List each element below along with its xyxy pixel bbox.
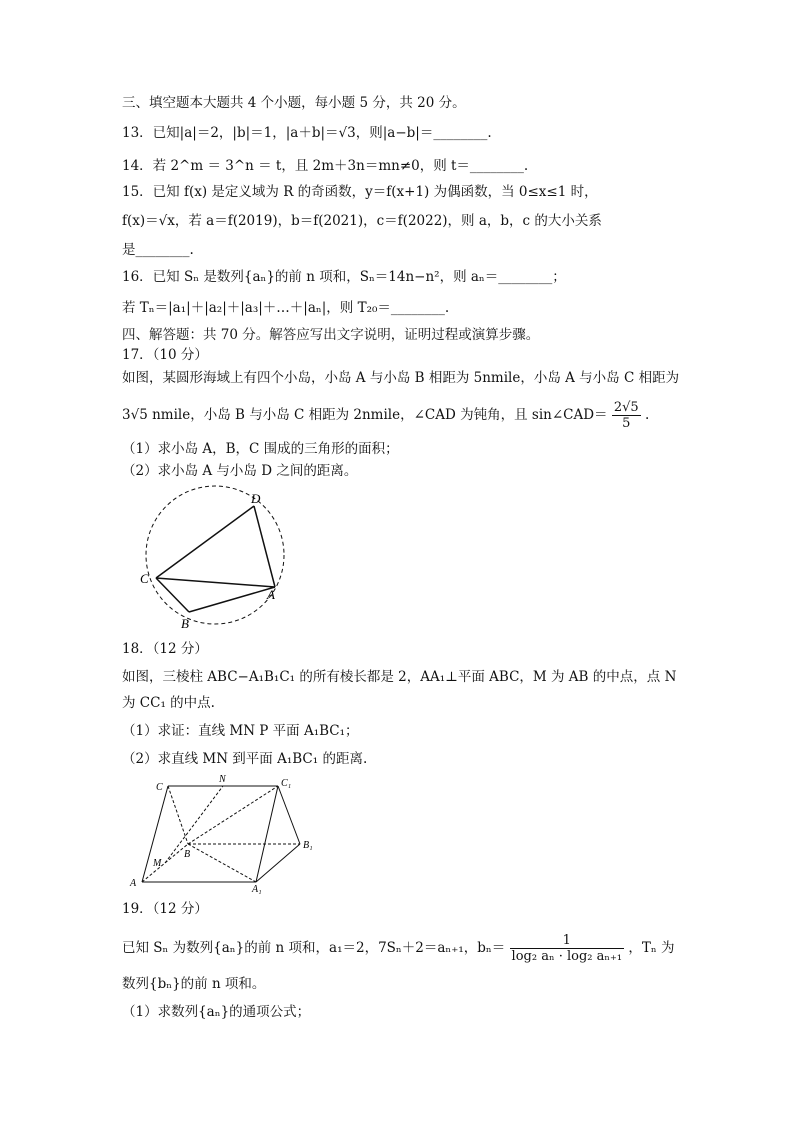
label-B1: B₁ — [303, 840, 313, 851]
label-C1: C₁ — [281, 778, 292, 789]
question-19-title: 19．（12 分） — [122, 901, 208, 917]
question-17-title: 17．（10 分） — [122, 347, 208, 363]
label-B: B — [184, 849, 191, 860]
edge-C1A1 — [256, 786, 278, 882]
question-18-line1: 如图，三棱柱 ABC−A₁B₁C₁ 的所有棱长都是 2，AA₁⊥平面 ABC，M 为 AB 的中点，点 N — [122, 669, 677, 685]
edge-CB — [168, 786, 188, 844]
edge-C1B1 — [278, 786, 300, 844]
label-N: N — [219, 774, 226, 785]
question-19-line1 — [122, 933, 675, 964]
b-fraction — [510, 933, 625, 964]
segment-CB — [156, 578, 189, 612]
question-18-sub1: （1）求证：直线 MN P 平面 A₁BC₁； — [122, 723, 359, 739]
question-14: 14．若 2^m ＝ 3^n ＝ t，且 2m＋3n＝mn≠0，则 t＝________. — [122, 158, 529, 174]
question-15-line1: 15．已知 f(x) 是定义域为 R 的奇函数，y＝f(x+1) 为偶函数，当 0≤x≤1 时， — [122, 184, 598, 200]
label-B: B — [181, 616, 189, 631]
question-19-line2: 数列{bₙ}的前 n 项和。 — [122, 976, 266, 992]
question-16-line2: 若 Tₙ＝|a₁|＋|a₂|＋|a₃|＋…＋|aₙ|，则 T₂₀＝________. — [122, 300, 450, 316]
question-18-sub2: （2）求直线 MN 到平面 A₁BC₁ 的距离. — [122, 751, 368, 767]
label-D: D — [251, 491, 261, 506]
label-A: A — [130, 878, 137, 889]
label-M: M — [153, 858, 162, 869]
question-17-line2-text: 3√5 nmile，小岛 B 与小岛 C 相距为 2nmile，∠CAD 为钝角，且 sin∠CAD＝ — [122, 407, 608, 423]
question-18-title: 18．（12 分） — [122, 641, 208, 657]
question-19-line1-end: ，Tₙ 为 — [628, 940, 675, 956]
edge-B1A1 — [256, 844, 300, 882]
segment-DA — [254, 506, 275, 587]
label-C: C — [156, 782, 163, 793]
b-fraction-denominator: log₂ aₙ · log₂ aₙ₊₁ — [511, 949, 623, 964]
segment-MN — [165, 786, 223, 863]
segment-CD — [156, 506, 254, 578]
label-A: A — [267, 587, 275, 602]
label-C: C — [140, 571, 149, 586]
sin-fraction-denominator: 5 — [622, 416, 631, 431]
edge-BA1 — [188, 844, 256, 882]
question-17-sub2: （2）求小岛 A 与小岛 D 之间的距离。 — [122, 463, 358, 479]
label-A1: A₁ — [252, 884, 262, 895]
segment-BA — [189, 587, 275, 612]
prism-figure — [126, 774, 326, 896]
question-17-line2-end: . — [644, 407, 650, 423]
section3-heading: 三、填空题本大题共 4 个小题，每小题 5 分，共 20 分。 — [122, 95, 466, 111]
b-fraction-numerator: 1 — [510, 933, 625, 949]
question-19-line1-text: 已知 Sₙ 为数列{aₙ}的前 n 项和，a₁＝2，7Sₙ＋2＝aₙ₊₁，bₙ＝ — [122, 940, 506, 956]
question-17-line1: 如图，某圆形海域上有四个小岛，小岛 A 与小岛 B 相距为 5nmile，小岛 A 与小岛 C 相距为 — [122, 370, 680, 386]
question-17-line2 — [122, 400, 649, 431]
question-13: 13．已知|a|＝2，|b|＝1，|a＋b|＝√3，则|a−b|＝________. — [122, 125, 492, 141]
question-19-sub1: （1）求数列{aₙ}的通项公式； — [122, 1004, 311, 1020]
sin-fraction-numerator: 2√5 — [613, 400, 639, 415]
question-15-line2: f(x)＝√x，若 a＝f(2019)，b＝f(2021)，c＝f(2022)，则 a，b，c 的大小关系 — [122, 213, 602, 229]
segment-CA — [156, 578, 275, 587]
question-16-line1: 16．已知 Sₙ 是数列{aₙ}的前 n 项和，Sₙ＝14n−n²，则 aₙ＝________； — [122, 269, 566, 285]
sin-fraction — [612, 400, 641, 431]
section4-heading: 四、解答题：共 70 分。解答应写出文字说明，证明过程或演算步骤。 — [122, 327, 540, 343]
island-circle-figure — [130, 484, 300, 634]
question-15-line3: 是________. — [122, 242, 194, 258]
sea-circle — [146, 486, 284, 624]
question-17-sub1: （1）求小岛 A，B，C 围成的三角形的面积； — [122, 441, 399, 457]
question-18-line2: 为 CC₁ 的中点. — [122, 695, 215, 711]
